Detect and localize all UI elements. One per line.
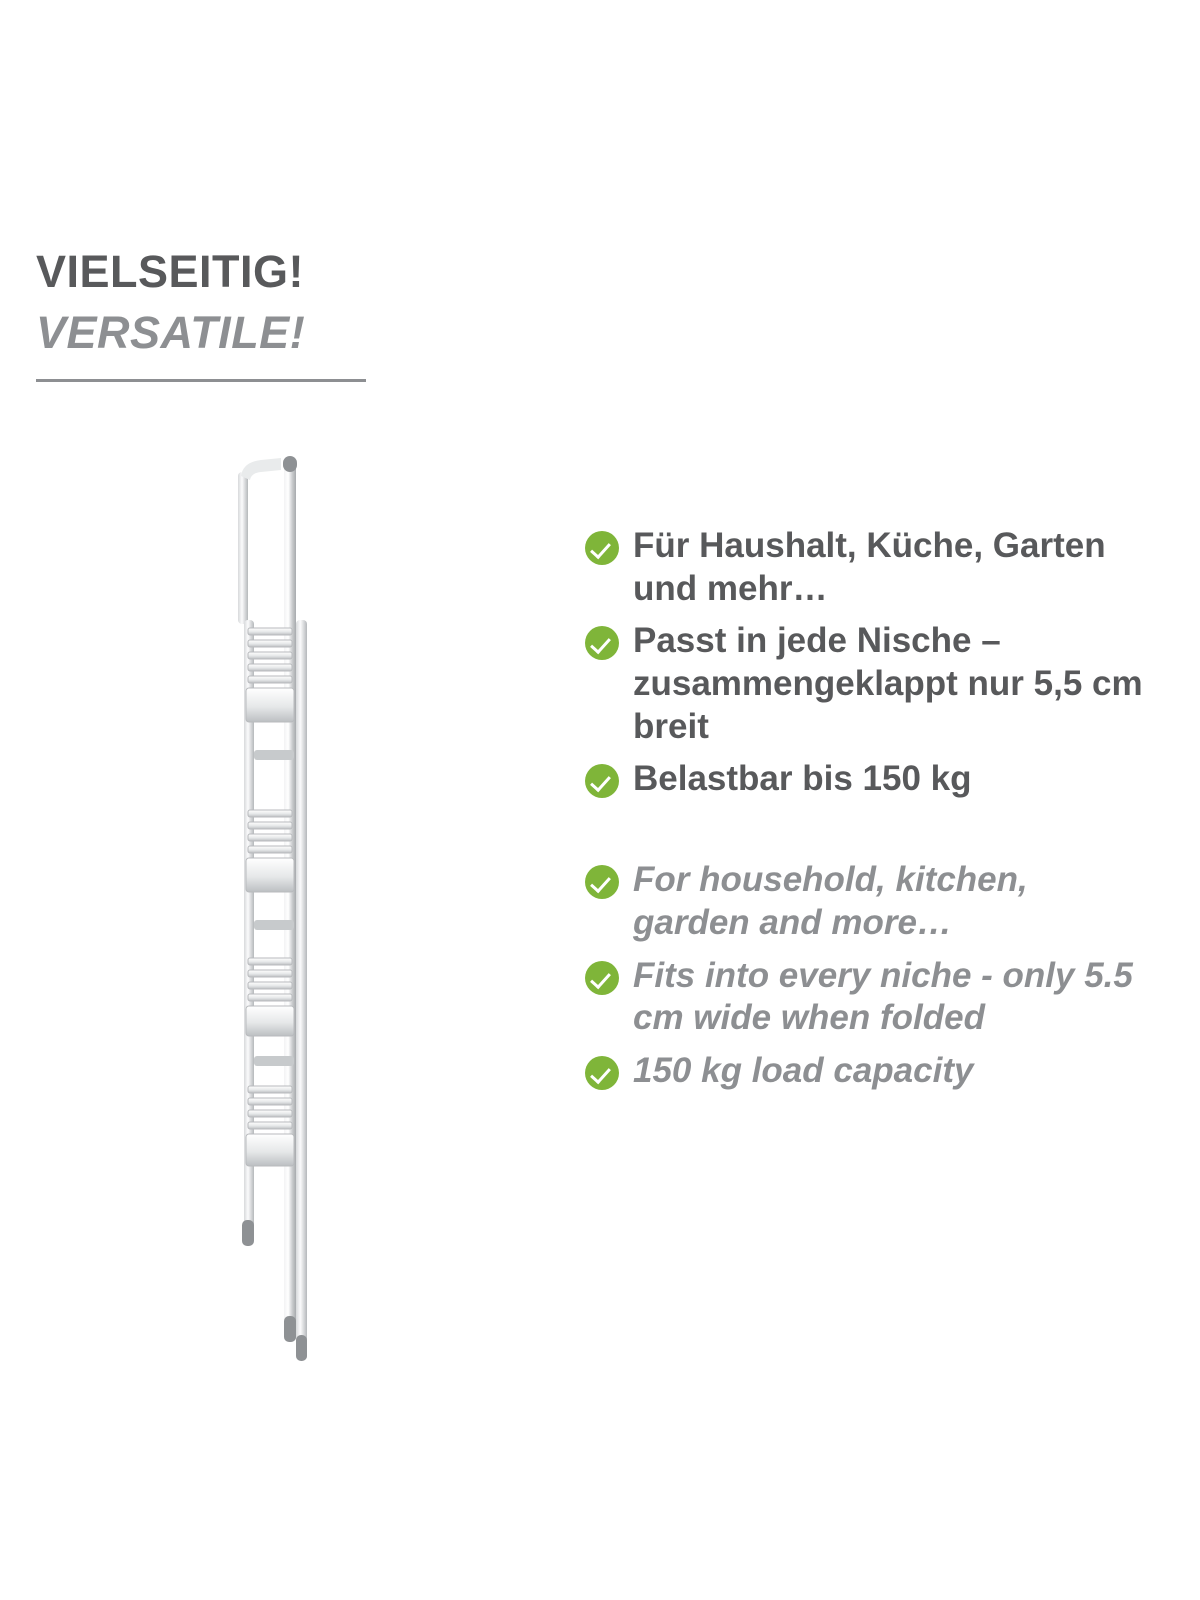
list-item xyxy=(585,859,1145,944)
page-subtitle: VERSATILE! xyxy=(36,306,306,358)
ladder-illustration xyxy=(200,450,380,1380)
feature-label: Fits into every niche - only 5.5 cm wide when folded xyxy=(633,955,1133,1038)
feature-label: For household, kitchen, garden and more… xyxy=(633,860,1028,942)
list-item xyxy=(585,620,1145,748)
feature-list-de xyxy=(585,525,1145,801)
feature-label: 150 kg load capacity xyxy=(633,1050,974,1090)
headline-block xyxy=(36,248,396,382)
check-icon xyxy=(585,1056,619,1090)
check-icon xyxy=(585,865,619,899)
list-item xyxy=(585,525,1145,610)
feature-label: Für Haushalt, Küche, Garten und mehr… xyxy=(633,526,1106,608)
feature-label: Belastbar bis 150 kg xyxy=(633,759,972,799)
list-item xyxy=(585,758,1145,801)
feature-list-en xyxy=(585,859,1145,1092)
check-icon xyxy=(585,764,619,798)
list-item xyxy=(585,1050,1145,1093)
check-icon xyxy=(585,961,619,995)
headline-divider xyxy=(36,379,366,382)
check-icon xyxy=(585,626,619,660)
feature-label: Passt in jede Nische – zusammengeklappt nur 5,5 cm breit xyxy=(633,621,1143,746)
page-title: VIELSEITIG! xyxy=(36,246,305,297)
list-item xyxy=(585,955,1145,1040)
features-section xyxy=(585,525,1145,1103)
check-icon xyxy=(585,531,619,565)
